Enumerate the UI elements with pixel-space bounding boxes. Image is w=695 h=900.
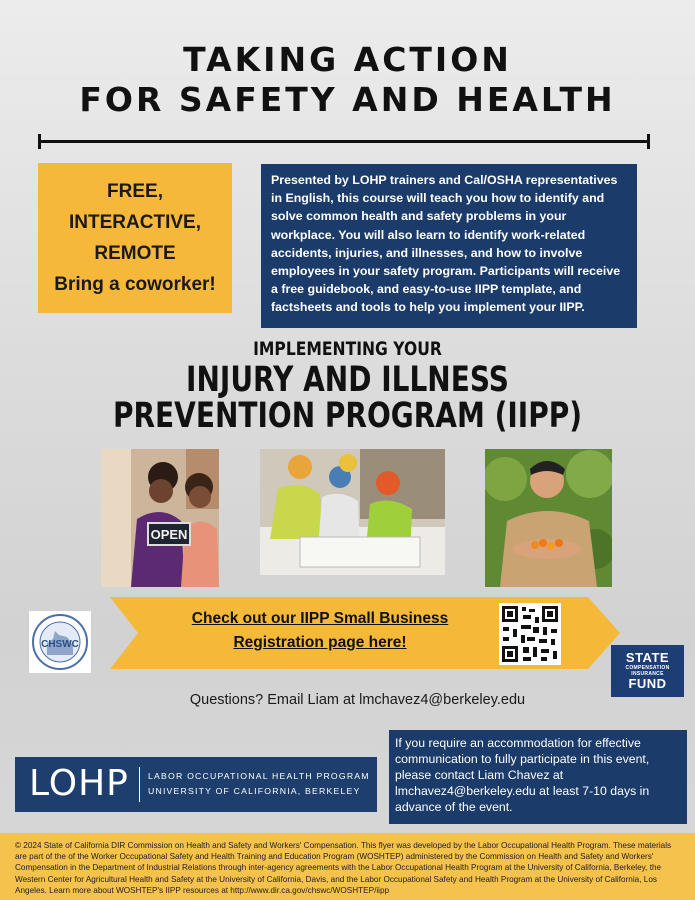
lohp-divider <box>139 767 140 802</box>
registration-link[interactable] <box>160 607 480 655</box>
registration-link-line-1[interactable]: Check out our IIPP Small Business <box>191 610 449 627</box>
footer-credits: © 2024 State of California DIR Commission on Health and Safety and Workers' Compensation. This flyer was developed by the Labor Occupational Health Program. These materials are part of the of the Worker Occupational Safety and Health Training and Education Program (WOSHTEP) administered by the Commission on Health and Safety and Workers' Compensation in the Department of Industrial Relations through inter-agency agreements with the Labor Occupational Health Program at the University of California, Berkeley, the Western Center for Agricultural Health and Safety at the University of California, Davis, and the Labor Occupational Safety and Health Program at the University of California, Los Angeles. Learn more about WOSHTEP's IIPP resources at http://www.dir.ca.gov/chswc/WOSHTEP/iipp <box>0 833 695 900</box>
photo-construction-workers <box>260 449 445 575</box>
program-title-line-1: INJURY AND ILLNESS <box>186 360 509 400</box>
state-fund-fund: FUND <box>628 676 667 691</box>
state-fund-compensation: COMPENSATION INSURANCE <box>625 665 670 677</box>
state-fund-state: STATE <box>625 650 670 665</box>
state-fund-logo <box>611 645 684 697</box>
chswc-text: CHSWC <box>41 639 79 650</box>
title-line-1: TAKING ACTION <box>183 40 512 79</box>
photo-farmer <box>485 449 612 587</box>
promo-free: FREE, <box>107 181 163 202</box>
lohp-acronym: LOHP <box>29 763 129 804</box>
photo-shop-owners <box>101 449 219 587</box>
program-subtitle: IMPLEMENTING YOUR <box>253 338 442 360</box>
course-description: Presented by LOHP trainers and Cal/OSHA representatives in English, this course will teach you how to identify and solve common health and safety problems in your workplace. You will also learn to identify work-related accidents, injuries, and illnesses, and how to involve employees in your safety program. Participants will receive a free guidebook, and easy-to-use IIPP template, and factsheets and tools to help you implement your IIPP. <box>261 164 637 328</box>
lohp-program-name: LABOR OCCUPATIONAL HEALTH PROGRAM <box>148 771 370 781</box>
open-sign-text: OPEN <box>150 527 188 542</box>
promo-box <box>38 163 232 313</box>
promo-interactive: INTERACTIVE, <box>69 212 201 233</box>
title-divider <box>38 140 650 143</box>
title-line-2: FOR SAFETY AND HEALTH <box>79 80 616 119</box>
chswc-logo <box>29 611 91 673</box>
lohp-logo-banner <box>15 757 377 812</box>
divider-cap-left <box>38 134 41 149</box>
promo-coworker: Bring a coworker! <box>54 274 216 295</box>
registration-link-line-2[interactable]: Registration page here! <box>233 634 407 651</box>
qr-code[interactable] <box>499 603 561 665</box>
lohp-university: UNIVERSITY OF CALIFORNIA, BERKELEY <box>148 786 361 796</box>
accommodation-notice: If you require an accommodation for effective communication to fully participate in this event, please contact Liam Chavez at lmchavez4@berkeley.edu at least 7-10 days in advance of the event. <box>389 730 687 824</box>
questions-contact: Questions? Email Liam at lmchavez4@berkeley.edu <box>189 692 526 708</box>
promo-remote: REMOTE <box>94 243 176 264</box>
divider-cap-right <box>647 134 650 149</box>
program-title-line-2: PREVENTION PROGRAM (IIPP) <box>112 396 583 436</box>
